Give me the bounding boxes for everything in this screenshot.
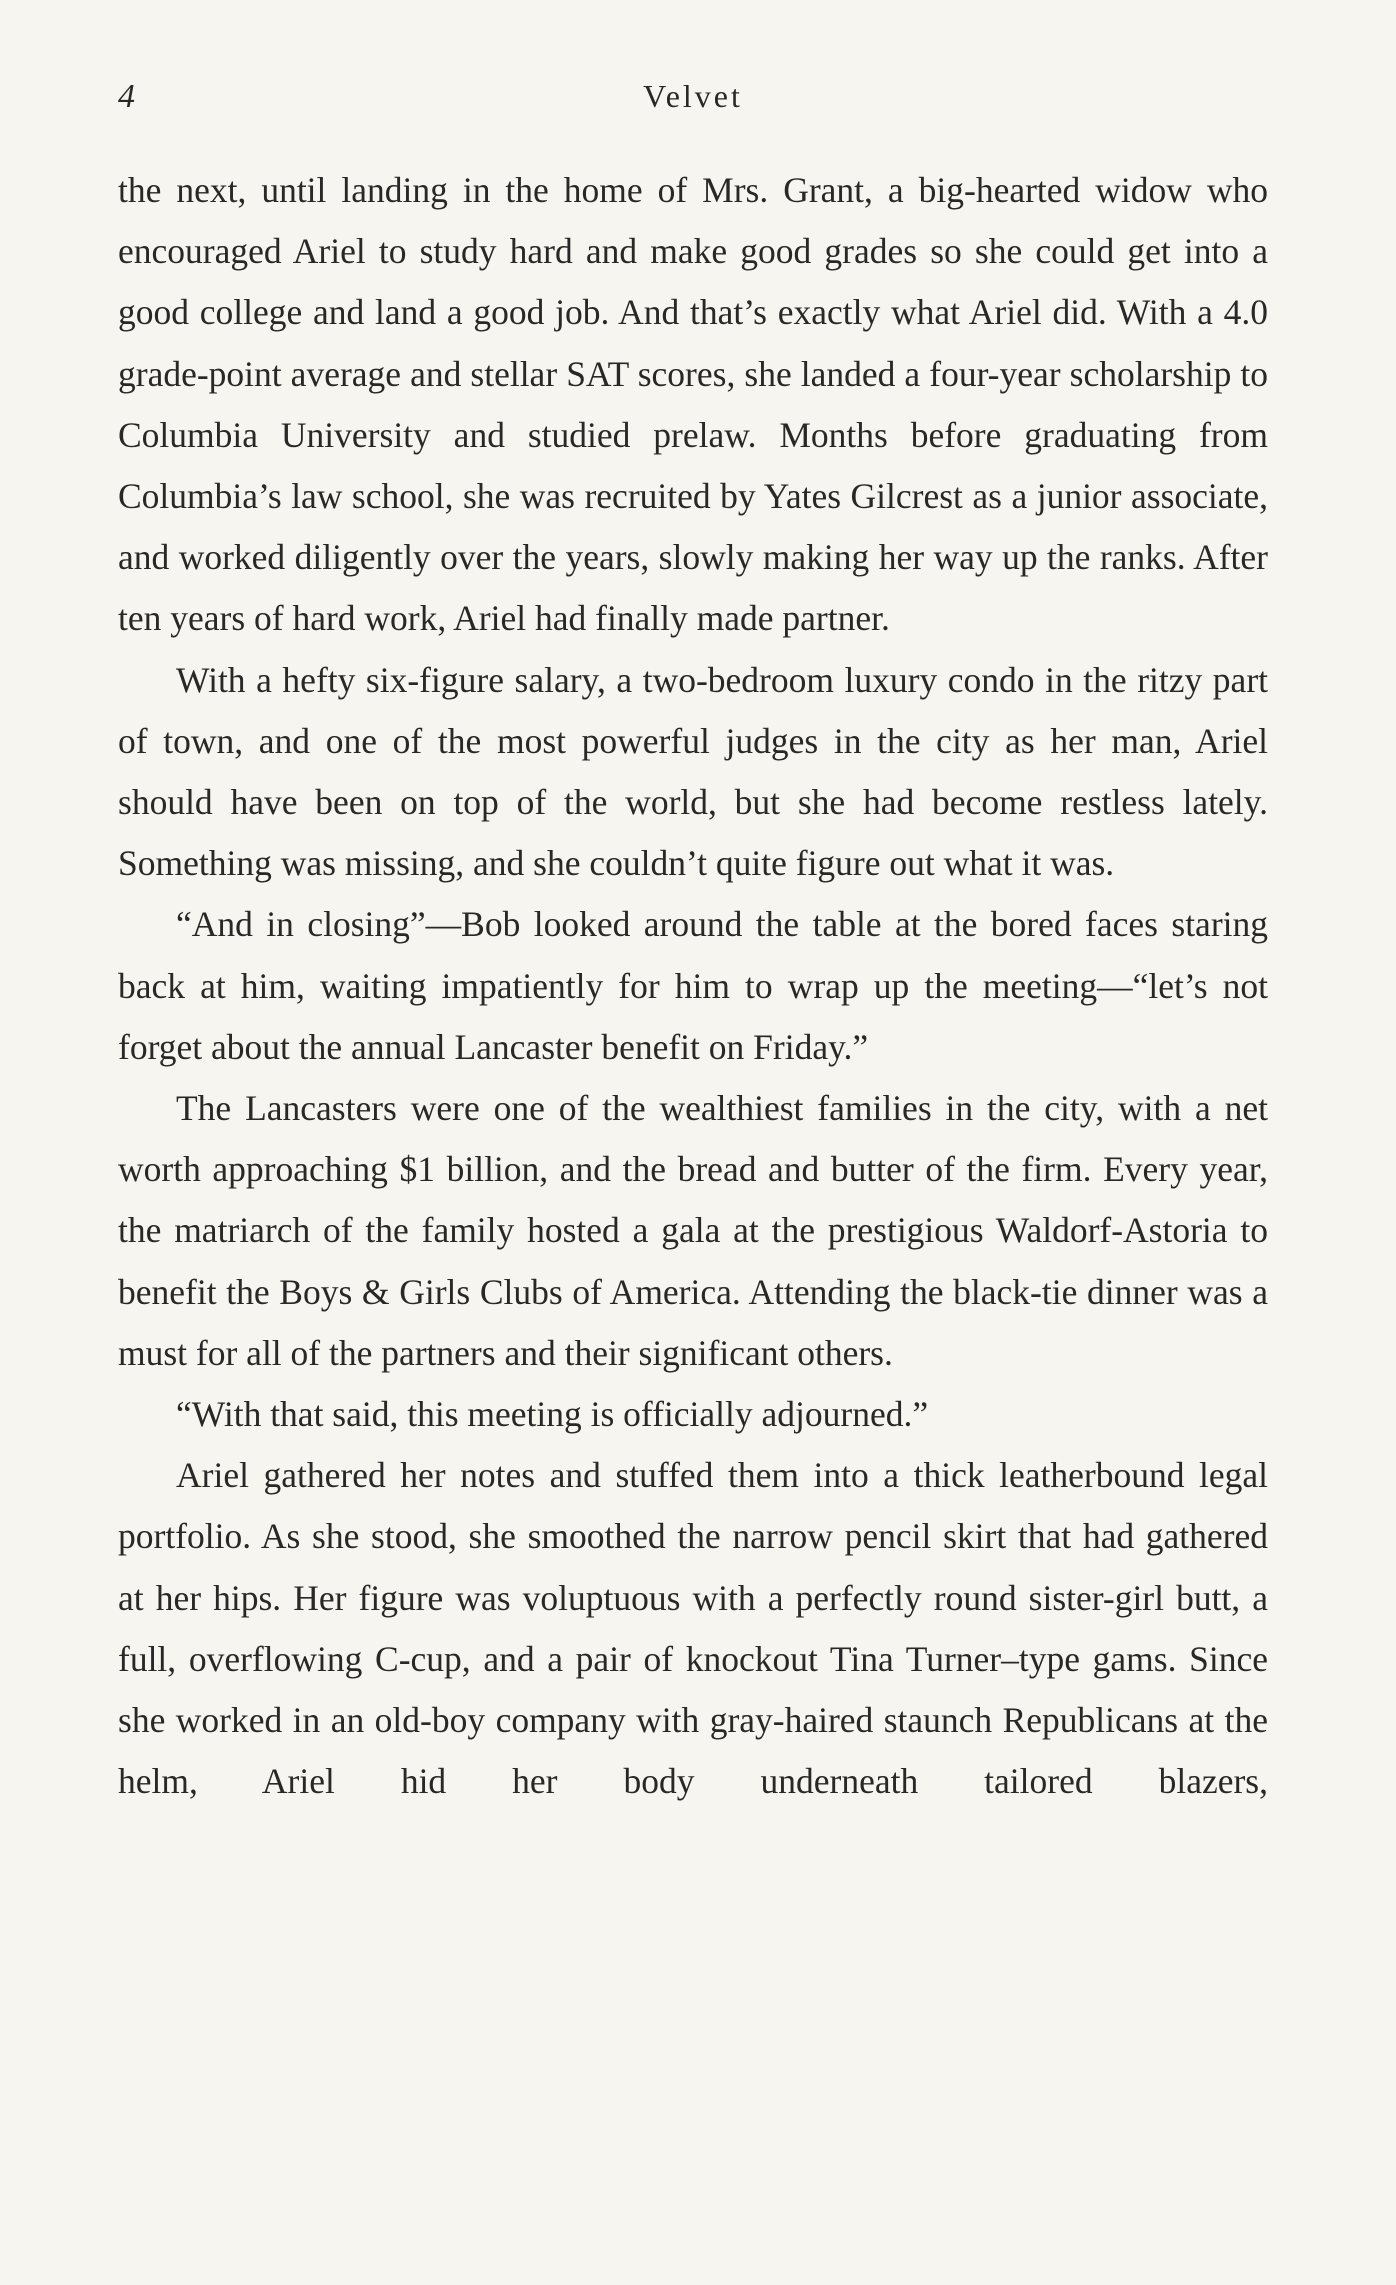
paragraph: the next, until landing in the home of Mrs. Grant, a big-hearted widow who encouraged Ariel to study hard and make good grades so she could get into a good college and land a good job. And that’s exactly what Ariel did. With a 4.0 grade-point average and stellar SAT scores, she landed a four-year scholarship to Columbia University and studied prelaw. Months before graduating from Columbia’s law school, she was recruited by Yates Gilcrest as a junior associate, and worked diligently over the years, slowly making her way up the ranks. After ten years of hard work, Ariel had finally made partner. [118,170,1268,639]
paragraph: Ariel gathered her notes and stuffed them into a thick leatherbound legal portfolio. As she stood, she smoothed the narrow pencil skirt that had gathered at her hips. Her figure was voluptuous with a perfectly round sister-girl butt, a full, overflowing C-cup, and a pair of knockout Tina Turner–type gams. Since she worked in an old-boy company with gray-haired staunch Republicans at the helm, Ariel hid her body underneath tailored blazers, [118,1455,1268,1802]
paragraph: With a hefty six-figure salary, a two-bedroom luxury condo in the ritzy part of town, and one of the most powerful judges in the city as her man, Ariel should have been on top of the world, but she had become restless lately. Something was missing, and she couldn’t quite figure out what it was. [118,659,1268,884]
page-number: 4 [118,78,136,115]
book-title: Velvet [643,78,743,114]
body-text [118,160,1268,1812]
paragraph: The Lancasters were one of the wealthiest families in the city, with a net worth approaching $1 billion, and the bread and butter of the firm. Every year, the matriarch of the family hosted a gala at the prestigious Waldorf-Astoria to benefit the Boys & Girls Clubs of America. Attending the black-tie dinner was a must for all of the partners and their significant others. [118,1088,1268,1373]
paragraph: “With that said, this meeting is officially adjourned.” [176,1394,929,1435]
running-head [118,78,1268,128]
paragraph: “And in closing”—Bob looked around the table at the bored faces staring back at him, waiting impatiently for him to wrap up the meeting—“let’s not forget about the annual Lancaster benefit on Friday.” [118,904,1268,1067]
